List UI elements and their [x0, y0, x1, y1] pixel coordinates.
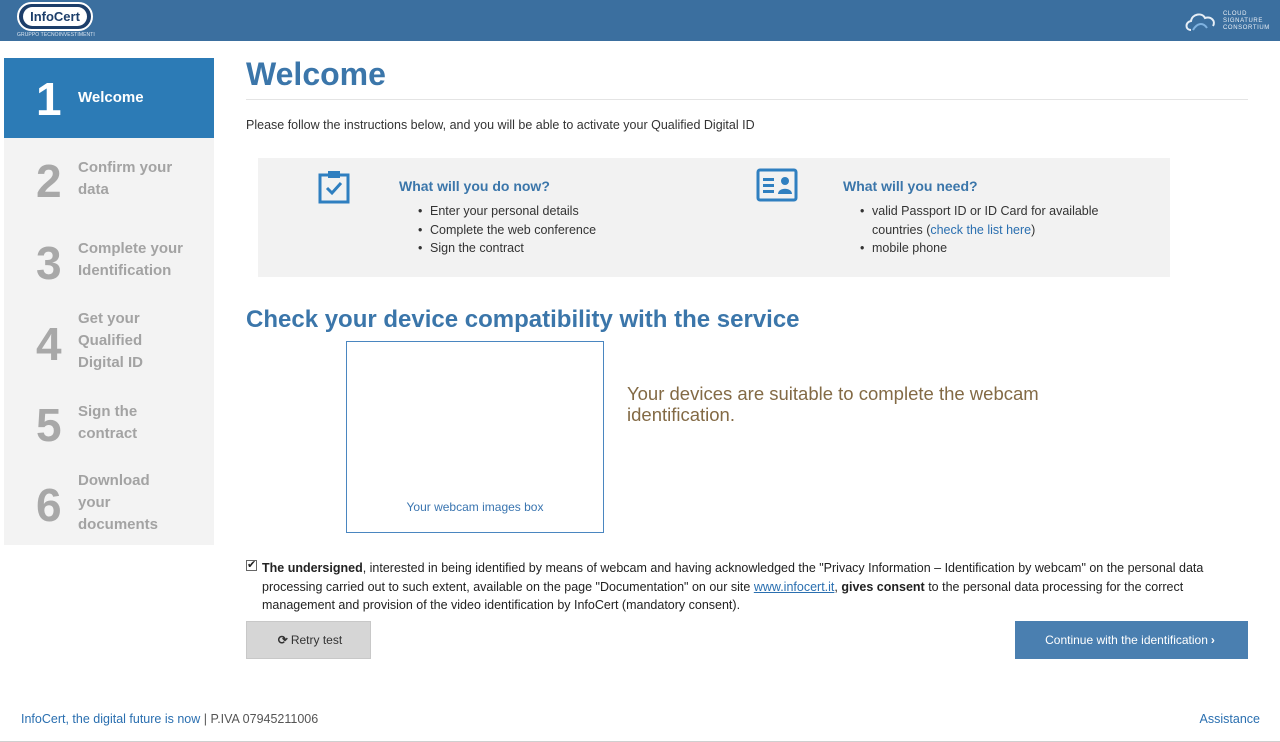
infocert-logo[interactable]: [17, 2, 95, 38]
now-list: [416, 202, 676, 258]
clipboard-check-icon: [317, 170, 351, 204]
step-number: 5: [36, 399, 62, 451]
chevron-right-icon: ›: [1210, 633, 1215, 647]
consent-text-part: to the personal data processing for the correct management and provision of the video identification by InfoCert (mandatory consent).: [262, 579, 1184, 612]
assistance-link[interactable]: Assistance: [1199, 712, 1260, 726]
need-item-text: valid Passport ID or ID Card for available countries (: [872, 204, 1099, 237]
cloud-signature-icon: [1185, 10, 1217, 34]
step-number: 2: [36, 155, 62, 207]
title-divider: [246, 99, 1248, 100]
id-card-icon: [756, 168, 798, 202]
infocert-site-link[interactable]: www.infocert.it: [753, 579, 835, 594]
step-sign-contract[interactable]: [4, 400, 214, 460]
step-number: 6: [36, 479, 62, 531]
footer-info: [21, 712, 318, 726]
step-label: Sign the contract: [78, 403, 138, 442]
webcam-preview-box: [346, 341, 604, 533]
partner-text-line: SIGNATURE: [1223, 18, 1263, 24]
countries-list-link[interactable]: check the list here: [930, 222, 1032, 237]
consent-text-part: ,: [834, 579, 842, 594]
step-get-digital-id[interactable]: [4, 310, 214, 380]
step-label: Get your Qualified Digital ID: [78, 310, 144, 371]
footer-separator: |: [200, 712, 211, 726]
consent-bold: The undersigned: [262, 561, 363, 575]
list-item: • mobile phone: [858, 239, 1128, 258]
footer-tagline-link[interactable]: InfoCert, the digital future is now: [21, 712, 201, 726]
consent-checkbox[interactable]: [246, 560, 257, 571]
step-complete-identification[interactable]: [4, 230, 214, 300]
retry-test-button[interactable]: [246, 621, 371, 659]
cloud-signature-consortium-logo: [1185, 8, 1271, 34]
step-welcome[interactable]: [4, 58, 214, 138]
now-heading: What will you do now?: [399, 178, 550, 194]
list-item: • Enter your personal details: [416, 202, 676, 221]
consent-text-part: , interested in being identified by means of webcam and having acknowledged the "Privacy Information – Identification by webcam" on the personal data processing carried out to such extent, available on the page "Documentation" on our site: [262, 561, 1204, 594]
consent-bold: gives consent: [841, 579, 925, 594]
page-title: Welcome: [246, 56, 386, 92]
refresh-icon: ⟳: [277, 633, 288, 647]
logo-text: InfoCert: [23, 7, 87, 26]
top-bar: [0, 0, 1280, 41]
consent-text: [262, 559, 1222, 615]
partner-text: [1223, 11, 1270, 32]
step-label: Complete your Identification: [78, 240, 184, 279]
retry-label: Retry test: [290, 633, 343, 647]
need-item-text: ): [1031, 222, 1036, 237]
compatibility-heading: Check your device compatibility with the service: [246, 306, 800, 333]
need-heading: What will you need?: [843, 178, 978, 194]
list-item: [858, 202, 1128, 239]
step-label: Download your documents: [78, 472, 159, 533]
partner-text-line: CLOUD: [1223, 11, 1248, 17]
info-panel: [258, 158, 1170, 277]
step-label: Confirm your data: [78, 159, 173, 198]
list-item: • Complete the web conference: [416, 221, 676, 240]
steps-sidebar: [4, 58, 214, 545]
logo-badge: [17, 2, 93, 31]
footer-vat: P.IVA 07945211006: [210, 712, 319, 726]
intro-text: Please follow the instructions below, and you will be able to activate your Qualified Digital ID: [246, 118, 755, 132]
step-download-documents[interactable]: [4, 472, 214, 542]
compatibility-result: Your devices are suitable to complete the webcam identification.: [627, 383, 1039, 425]
list-item: • Sign the contract: [416, 239, 676, 258]
step-number: 4: [36, 318, 62, 370]
step-number: 3: [36, 237, 62, 289]
partner-text-line: CONSORTIUM: [1223, 25, 1270, 31]
need-list: [858, 202, 1128, 258]
webcam-caption: Your webcam images box: [406, 500, 544, 514]
logo-subtitle: GRUPPO TECNOINVESTIMENTI: [17, 32, 95, 38]
continue-identification-button[interactable]: [1015, 621, 1248, 659]
step-number: 1: [36, 73, 62, 125]
step-label: Welcome: [78, 89, 144, 106]
continue-label: Continue with the identification: [1045, 633, 1208, 647]
step-confirm-data[interactable]: [4, 148, 214, 218]
